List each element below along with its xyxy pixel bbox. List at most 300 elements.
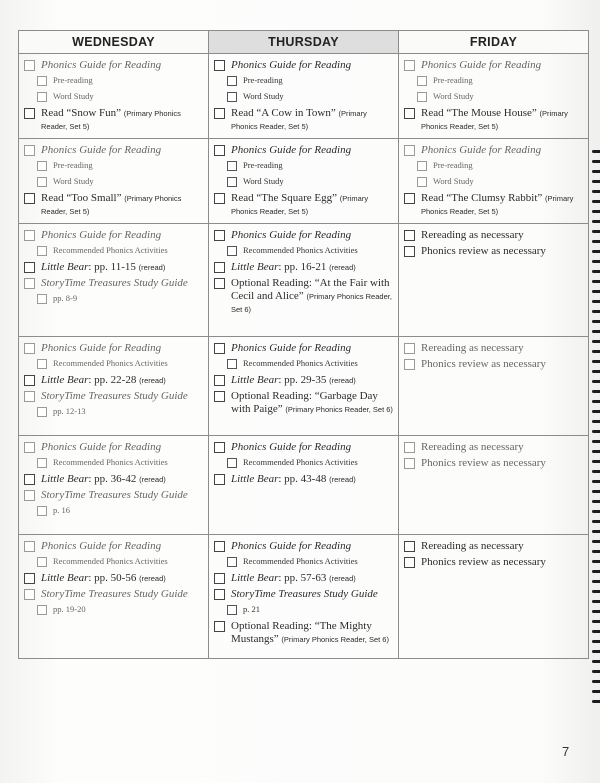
binding-ring: [592, 280, 600, 283]
day-cell: [209, 337, 399, 436]
task-item: [213, 572, 394, 585]
checkbox[interactable]: [37, 92, 47, 102]
binding-ring: [592, 400, 600, 403]
checkbox[interactable]: [24, 474, 35, 485]
task-label: Rereading as necessary: [421, 540, 524, 552]
task-item: [213, 540, 394, 553]
sub-task: [23, 556, 204, 567]
task-item: [23, 374, 204, 387]
binding-ring: [592, 590, 600, 593]
day-cell: [209, 535, 399, 659]
checkbox[interactable]: [214, 262, 225, 273]
task-item: [403, 107, 584, 133]
task-label: Recommended Phonics Activities: [243, 457, 358, 467]
task-label: Phonics review as necessary: [421, 556, 546, 568]
task-text: [433, 176, 474, 186]
sub-task: [213, 160, 394, 171]
task-note: (Primary Phonics Reader, Set 5): [421, 109, 568, 131]
binding-ring: [592, 580, 600, 583]
task-item: [23, 229, 204, 242]
task-label: : pp. 22-28: [88, 374, 137, 386]
day-cell: [209, 54, 399, 139]
header-wednesday: WEDNESDAY: [19, 31, 209, 54]
table-row: [19, 337, 589, 436]
task-text: [53, 176, 94, 186]
checkbox[interactable]: [24, 375, 35, 386]
sub-task: [213, 556, 394, 567]
task-text: [41, 540, 161, 552]
task-text: [243, 245, 358, 255]
task-label: Word Study: [433, 91, 474, 101]
task-title-italic: StoryTime Treasures Study Guide: [41, 489, 188, 501]
checkbox[interactable]: [214, 193, 225, 204]
day-cell: [19, 436, 209, 535]
sub-task: [403, 91, 584, 102]
task-text: [421, 144, 541, 156]
task-item: [403, 192, 584, 218]
task-title-italic: Little Bear: [231, 261, 279, 273]
task-label: : pp. 43-48: [278, 473, 327, 485]
task-text: [421, 59, 541, 71]
task-text: [243, 160, 283, 170]
task-note: (reread): [329, 475, 356, 484]
checkbox[interactable]: [404, 343, 415, 354]
task-label: p. 16: [53, 505, 70, 515]
task-item: [23, 588, 204, 601]
checkbox[interactable]: [214, 145, 225, 156]
task-text: [41, 192, 181, 217]
task-title-italic: Little Bear: [231, 473, 279, 485]
task-item: [213, 229, 394, 242]
binding-ring: [592, 690, 600, 693]
binding-ring: [592, 450, 600, 453]
binding-ring: [592, 240, 600, 243]
sub-task: [23, 176, 204, 187]
task-note: (reread): [139, 574, 166, 583]
task-note: (Primary Phonics Reader, Set 5): [231, 194, 369, 216]
task-text: [41, 229, 161, 241]
checkbox[interactable]: [214, 230, 225, 241]
task-note: (reread): [138, 263, 166, 272]
task-item: [23, 144, 204, 157]
task-text: [41, 342, 161, 354]
day-cell: [19, 54, 209, 139]
binding-ring: [592, 570, 600, 573]
task-text: [231, 374, 356, 386]
task-label: : pp. 50-56: [88, 572, 137, 584]
task-note: (Primary Phonics Reader, Set 6): [281, 635, 389, 644]
checkbox[interactable]: [24, 60, 35, 71]
checkbox[interactable]: [24, 573, 35, 584]
checkbox[interactable]: [404, 193, 415, 204]
binding-ring: [592, 180, 600, 183]
task-item: [403, 457, 584, 470]
binding-ring: [592, 680, 600, 683]
checkbox[interactable]: [417, 161, 427, 171]
checkbox[interactable]: [227, 246, 237, 256]
task-item: [403, 59, 584, 72]
binding-ring: [592, 510, 600, 513]
task-label: Phonics review as necessary: [421, 245, 546, 257]
task-item: [23, 59, 204, 72]
binding-ring: [592, 170, 600, 173]
task-text: [41, 588, 188, 600]
task-item: [23, 107, 204, 133]
day-cell: [19, 337, 209, 436]
checkbox[interactable]: [214, 375, 225, 386]
binding-ring: [592, 480, 600, 483]
binding-ring: [592, 470, 600, 473]
checkbox[interactable]: [37, 557, 47, 567]
task-title-italic: Phonics Guide for Reading: [41, 144, 162, 156]
task-text: [421, 107, 568, 132]
checkbox[interactable]: [37, 177, 47, 187]
task-text: [433, 160, 473, 170]
binding-ring: [592, 700, 600, 703]
checkbox[interactable]: [24, 193, 35, 204]
table-row: [19, 535, 589, 659]
checkbox[interactable]: [227, 557, 237, 567]
binding-ring: [592, 620, 600, 623]
checkbox[interactable]: [214, 573, 225, 584]
checkbox[interactable]: [24, 278, 35, 289]
task-title-italic: Little Bear: [41, 261, 89, 273]
task-item: [403, 229, 584, 242]
task-label: Read “Too Small”: [41, 192, 122, 204]
checkbox[interactable]: [24, 343, 35, 354]
task-title-italic: Little Bear: [41, 572, 89, 584]
sub-task: [403, 160, 584, 171]
task-item: [23, 277, 204, 290]
checkbox[interactable]: [37, 246, 47, 256]
task-item: [213, 473, 394, 486]
spiral-binding: [590, 150, 600, 710]
binding-ring: [592, 630, 600, 633]
checkbox[interactable]: [404, 246, 415, 257]
checkbox[interactable]: [24, 589, 35, 600]
checkbox[interactable]: [214, 60, 225, 71]
binding-ring: [592, 370, 600, 373]
task-title-italic: Phonics Guide for Reading: [231, 144, 352, 156]
task-label: Word Study: [433, 176, 474, 186]
binding-ring: [592, 310, 600, 313]
header-friday: FRIDAY: [399, 31, 589, 54]
task-label: Rereading as necessary: [421, 441, 524, 453]
task-text: [53, 160, 93, 170]
checkbox[interactable]: [214, 108, 225, 119]
task-item: [213, 107, 394, 133]
sub-task: [23, 358, 204, 369]
task-label: Recommended Phonics Activities: [53, 457, 168, 467]
checkbox[interactable]: [37, 407, 47, 417]
sub-task: [213, 358, 394, 369]
checkbox[interactable]: [24, 108, 35, 119]
checkbox[interactable]: [24, 262, 35, 273]
task-note: (reread): [329, 376, 356, 385]
task-note: (reread): [139, 475, 166, 484]
task-label: Recommended Phonics Activities: [243, 358, 358, 368]
checkbox[interactable]: [24, 541, 35, 552]
task-label: Rereading as necessary: [421, 342, 524, 354]
task-text: [231, 192, 368, 217]
task-label: Rereading as necessary: [421, 229, 524, 241]
task-text: [231, 144, 351, 156]
checkbox[interactable]: [417, 76, 427, 86]
task-label: Recommended Phonics Activities: [53, 358, 168, 368]
task-item: [23, 489, 204, 502]
task-note: (Primary Phonics Reader, Set 6): [285, 405, 393, 414]
checkbox[interactable]: [404, 442, 415, 453]
binding-ring: [592, 320, 600, 323]
task-item: [23, 441, 204, 454]
day-cell: [209, 436, 399, 535]
sub-task: [23, 75, 204, 86]
task-item: [23, 540, 204, 553]
header-row: [19, 31, 589, 54]
checkbox[interactable]: [214, 278, 225, 289]
task-text: [231, 229, 351, 241]
task-text: [231, 588, 378, 600]
task-note: (Primary Phonics Reader, Set 5): [41, 194, 182, 216]
task-title-italic: Phonics Guide for Reading: [421, 59, 542, 71]
page-number: 7: [562, 744, 570, 759]
binding-ring: [592, 330, 600, 333]
task-text: [41, 144, 161, 156]
task-text: [231, 620, 389, 645]
task-text: [41, 572, 166, 584]
task-text: [421, 556, 546, 568]
binding-ring: [592, 360, 600, 363]
checkbox[interactable]: [214, 343, 225, 354]
task-label: : pp. 36-42: [88, 473, 137, 485]
task-label: Word Study: [243, 176, 284, 186]
task-label: pp. 12-13: [53, 406, 86, 416]
task-text: [41, 473, 166, 485]
checkbox[interactable]: [227, 359, 237, 369]
binding-ring: [592, 530, 600, 533]
task-note: (Primary Phonics Reader, Set 6): [231, 292, 392, 314]
task-item: [213, 342, 394, 355]
checkbox[interactable]: [404, 145, 415, 156]
sub-task: [23, 160, 204, 171]
binding-ring: [592, 650, 600, 653]
sub-task: [23, 505, 204, 516]
task-note: (reread): [329, 574, 356, 583]
day-cell: [19, 224, 209, 337]
binding-ring: [592, 660, 600, 663]
day-cell: [19, 535, 209, 659]
sub-task: [403, 75, 584, 86]
binding-ring: [592, 160, 600, 163]
task-label: Read “Snow Fun”: [41, 107, 122, 119]
checkbox[interactable]: [24, 145, 35, 156]
task-title-italic: Phonics Guide for Reading: [41, 59, 162, 71]
binding-ring: [592, 260, 600, 263]
task-label: Pre-reading: [53, 75, 93, 85]
day-cell: [399, 224, 589, 337]
weekly-planner-table: [18, 30, 589, 659]
binding-ring: [592, 350, 600, 353]
task-text: [421, 192, 573, 217]
checkbox[interactable]: [227, 177, 237, 187]
task-label: Recommended Phonics Activities: [53, 556, 168, 566]
checkbox[interactable]: [227, 605, 237, 615]
task-text: [421, 457, 546, 469]
checkbox[interactable]: [404, 108, 415, 119]
task-text: [243, 358, 358, 368]
task-text: [231, 572, 356, 584]
checkbox[interactable]: [37, 458, 47, 468]
task-text: [41, 390, 188, 402]
task-item: [23, 192, 204, 218]
task-text: [421, 342, 524, 354]
task-item: [403, 245, 584, 258]
checkbox[interactable]: [24, 391, 35, 402]
binding-ring: [592, 490, 600, 493]
task-title-italic: Phonics Guide for Reading: [231, 59, 352, 71]
checkbox[interactable]: [227, 76, 237, 86]
task-label: Word Study: [53, 91, 94, 101]
binding-ring: [592, 430, 600, 433]
task-note: (reread): [139, 376, 166, 385]
checkbox[interactable]: [37, 161, 47, 171]
task-title-italic: StoryTime Treasures Study Guide: [41, 390, 188, 402]
task-title-italic: Phonics Guide for Reading: [231, 540, 352, 552]
task-text: [433, 75, 473, 85]
task-text: [53, 556, 168, 566]
binding-ring: [592, 390, 600, 393]
checkbox[interactable]: [404, 60, 415, 71]
binding-ring: [592, 420, 600, 423]
day-cell: [399, 535, 589, 659]
task-item: [213, 441, 394, 454]
task-text: [53, 406, 86, 416]
task-item: [213, 261, 394, 274]
checkbox[interactable]: [227, 458, 237, 468]
binding-ring: [592, 560, 600, 563]
task-title-italic: Phonics Guide for Reading: [41, 540, 162, 552]
task-text: [53, 358, 168, 368]
day-cell: [399, 54, 589, 139]
task-label: : pp. 29-35: [278, 374, 327, 386]
task-text: [231, 441, 351, 453]
task-item: [403, 144, 584, 157]
task-title-italic: Little Bear: [41, 473, 89, 485]
checkbox[interactable]: [24, 490, 35, 501]
checkbox[interactable]: [404, 359, 415, 370]
task-label: Pre-reading: [243, 75, 283, 85]
task-text: [53, 245, 168, 255]
header-thursday: THURSDAY: [209, 31, 399, 54]
task-text: [41, 261, 165, 273]
checkbox[interactable]: [37, 359, 47, 369]
task-title-italic: StoryTime Treasures Study Guide: [41, 277, 188, 289]
binding-ring: [592, 460, 600, 463]
task-title-italic: Phonics Guide for Reading: [231, 342, 352, 354]
binding-ring: [592, 540, 600, 543]
task-note: (Primary Phonics Reader, Set 5): [421, 194, 574, 216]
binding-ring: [592, 550, 600, 553]
binding-ring: [592, 610, 600, 613]
task-label: Phonics review as necessary: [421, 358, 546, 370]
day-cell: [209, 224, 399, 337]
checkbox[interactable]: [214, 474, 225, 485]
task-item: [403, 556, 584, 569]
checkbox[interactable]: [37, 294, 47, 304]
checkbox[interactable]: [24, 230, 35, 241]
task-text: [243, 91, 284, 101]
day-cell: [399, 436, 589, 535]
binding-ring: [592, 600, 600, 603]
task-text: [231, 59, 351, 71]
sub-task: [213, 91, 394, 102]
binding-ring: [592, 230, 600, 233]
task-text: [53, 604, 86, 614]
checkbox[interactable]: [404, 557, 415, 568]
task-item: [23, 342, 204, 355]
checkbox[interactable]: [227, 92, 237, 102]
checkbox[interactable]: [24, 442, 35, 453]
task-label: Read “A Cow in Town”: [231, 107, 336, 119]
checkbox[interactable]: [214, 442, 225, 453]
binding-ring: [592, 380, 600, 383]
checkbox[interactable]: [214, 589, 225, 600]
binding-ring: [592, 300, 600, 303]
task-item: [213, 620, 394, 646]
day-cell: [209, 139, 399, 224]
task-text: [53, 91, 94, 101]
task-text: [421, 358, 546, 370]
task-text: [41, 441, 161, 453]
task-item: [403, 342, 584, 355]
binding-ring: [592, 520, 600, 523]
checkbox[interactable]: [404, 541, 415, 552]
binding-ring: [592, 200, 600, 203]
task-note: (reread): [329, 263, 356, 272]
checkbox[interactable]: [37, 506, 47, 516]
task-label: Recommended Phonics Activities: [53, 245, 168, 255]
task-text: [53, 457, 168, 467]
checkbox[interactable]: [417, 177, 427, 187]
checkbox[interactable]: [214, 541, 225, 552]
task-item: [403, 358, 584, 371]
task-text: [243, 457, 358, 467]
task-label: : pp. 57-63: [278, 572, 327, 584]
sub-task: [213, 604, 394, 615]
task-label: Read “The Square Egg”: [231, 192, 337, 204]
task-label: Optional Reading: “Garbage Day with Paige”: [231, 390, 378, 415]
binding-ring: [592, 640, 600, 643]
checkbox[interactable]: [227, 161, 237, 171]
checkbox[interactable]: [404, 458, 415, 469]
task-title-italic: Phonics Guide for Reading: [231, 229, 352, 241]
binding-ring: [592, 670, 600, 673]
task-label: Recommended Phonics Activities: [243, 245, 358, 255]
task-text: [243, 604, 260, 614]
binding-ring: [592, 270, 600, 273]
checkbox[interactable]: [214, 621, 225, 632]
task-text: [231, 277, 392, 315]
day-cell: [399, 139, 589, 224]
task-item: [23, 390, 204, 403]
checkbox[interactable]: [37, 76, 47, 86]
checkbox[interactable]: [214, 391, 225, 402]
checkbox[interactable]: [404, 230, 415, 241]
task-title-italic: Phonics Guide for Reading: [41, 441, 162, 453]
sub-task: [23, 604, 204, 615]
checkbox[interactable]: [37, 605, 47, 615]
checkbox[interactable]: [417, 92, 427, 102]
